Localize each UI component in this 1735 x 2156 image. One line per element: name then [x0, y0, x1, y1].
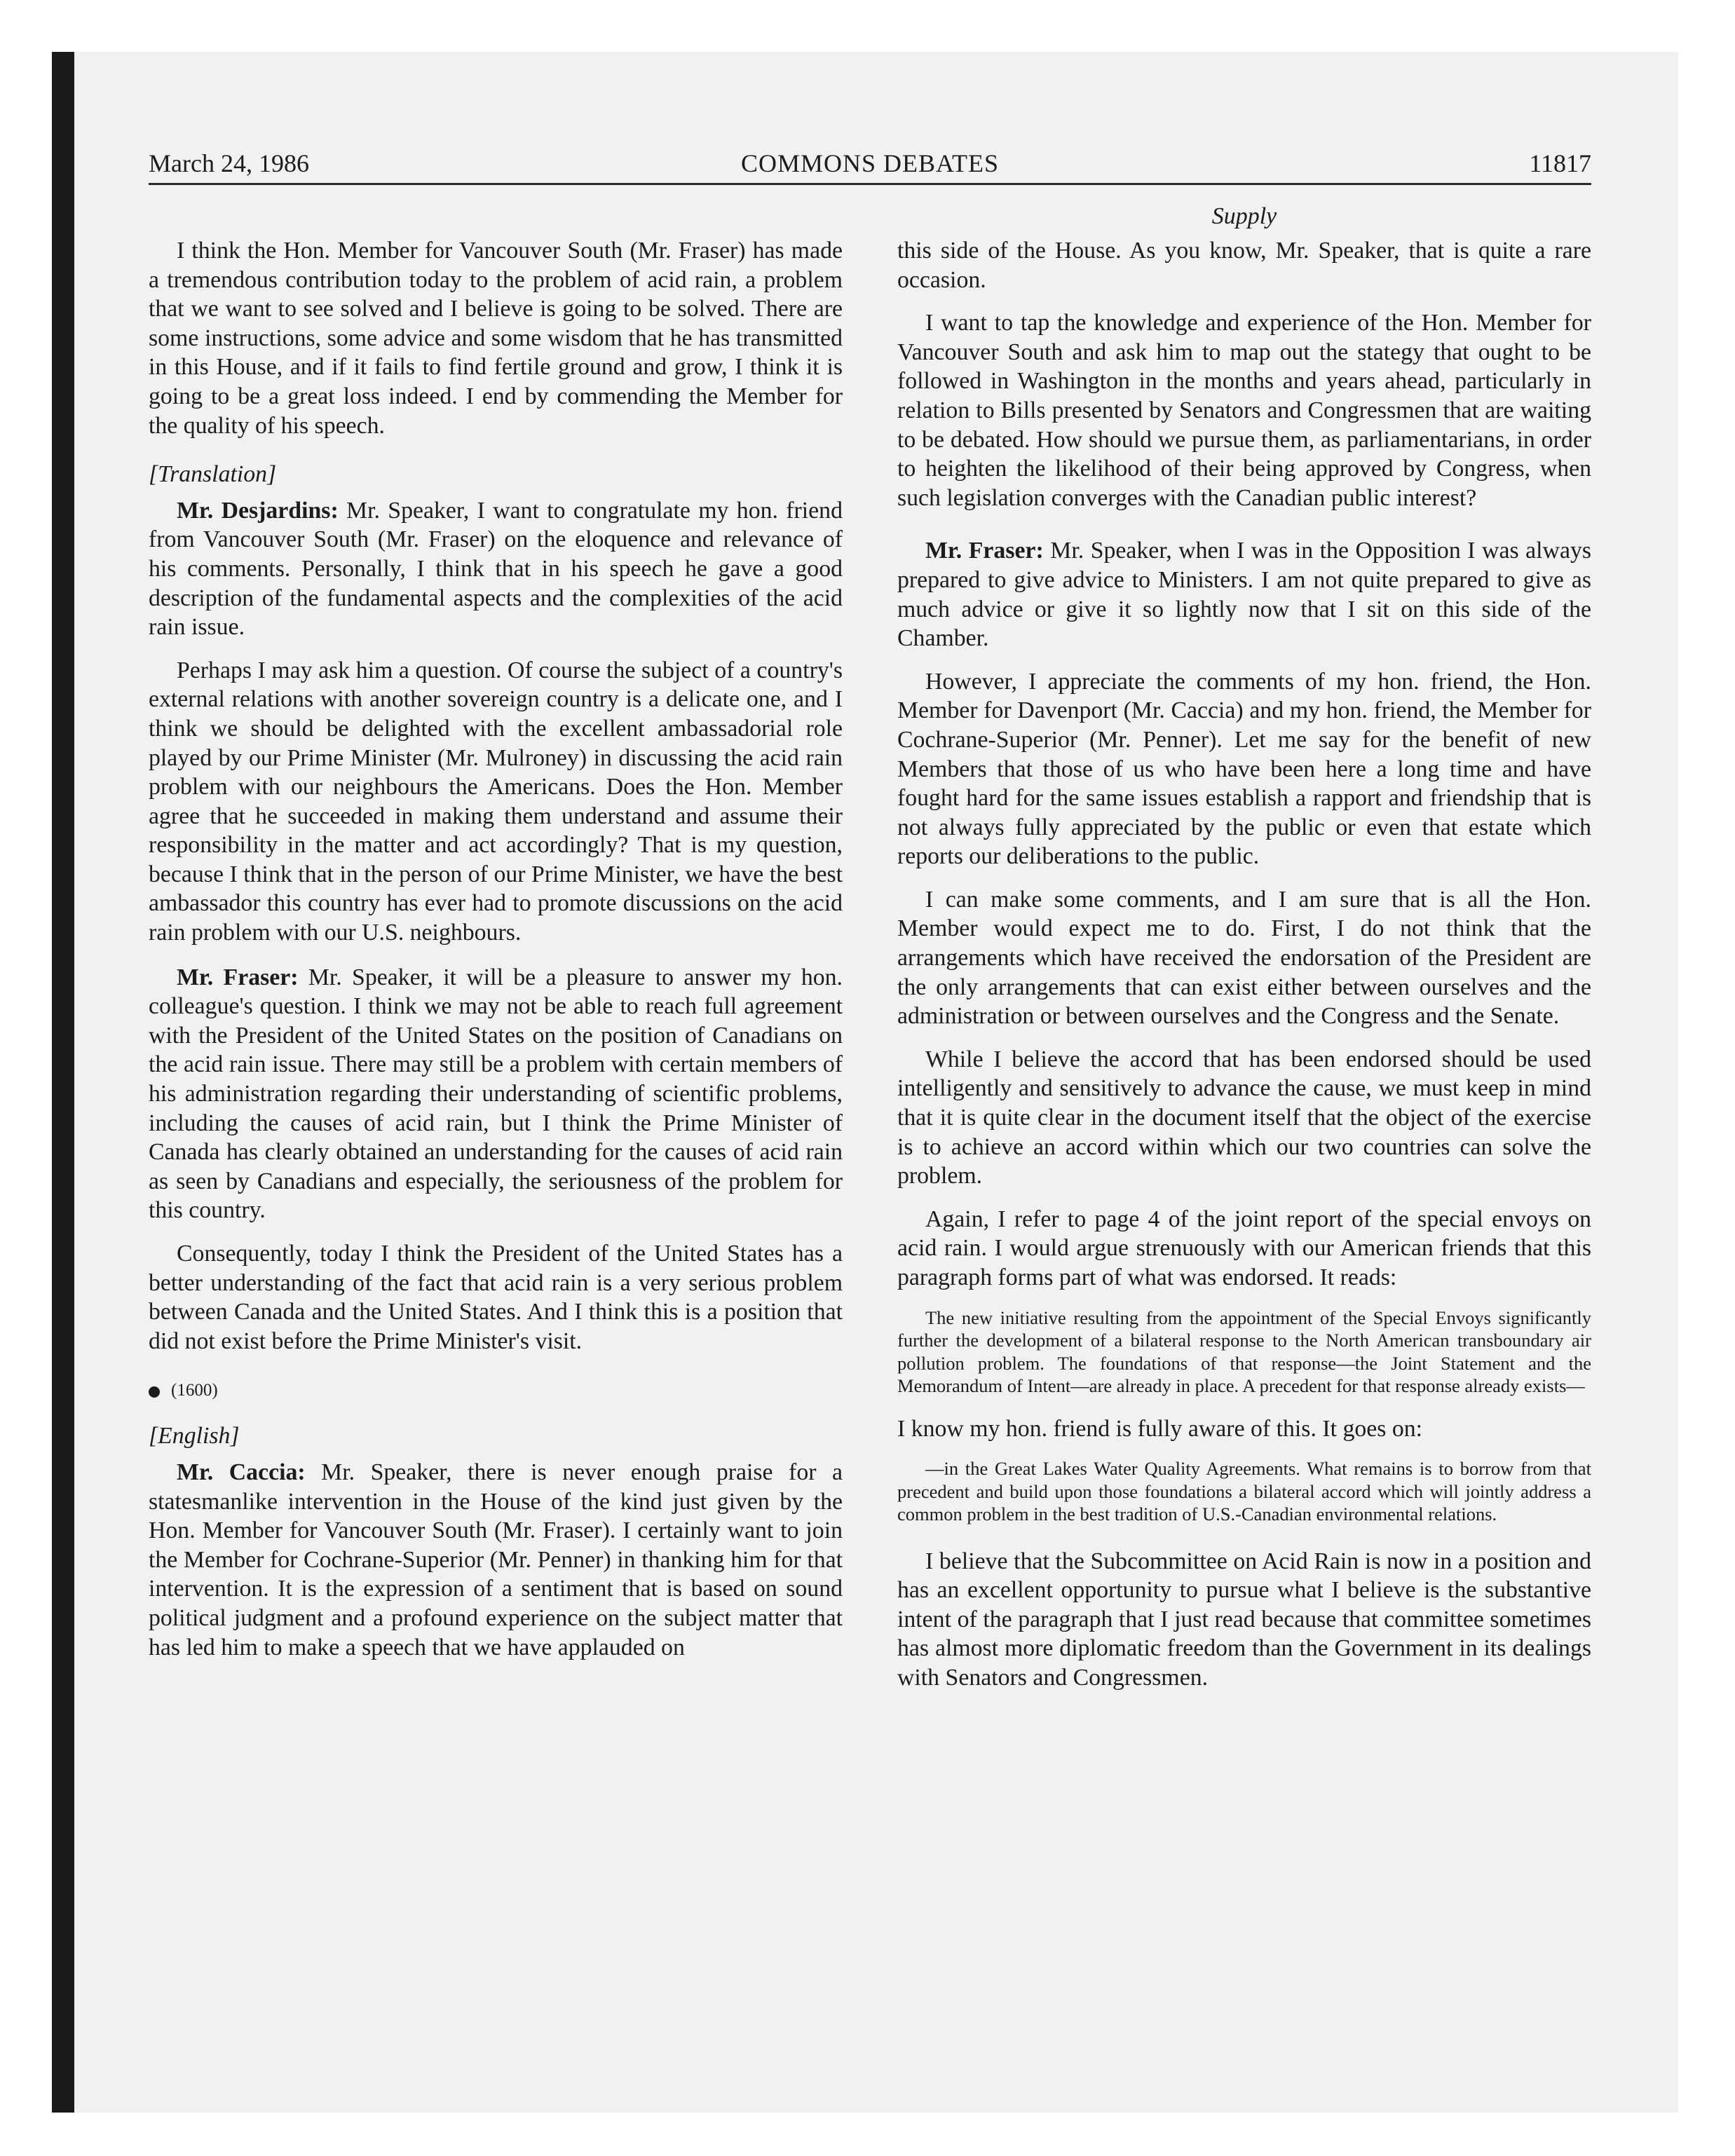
- speech-paragraph: [149, 1458, 843, 1662]
- time-marker-text: (1600): [171, 1381, 218, 1400]
- block-quote: The new initiative resulting from the appointment of the Special Envoys significantly further the development of a bilateral response to the North American transboundary air pollution problem. The foundations of that response—the Joint Statement and the Memorandum of Intent—are already in place. A precedent for that response already exists—: [897, 1306, 1591, 1397]
- paragraph: I believe that the Subcommittee on Acid Rain is now in a position and has an excellent opportunity to pursue what I believe is the substantive intent of the paragraph that I just read because that committee sometimes has almost more diplomatic freedom than the Government in its dealings with Senators and Congressmen.: [897, 1548, 1591, 1691]
- block-quote: —in the Great Lakes Water Quality Agreements. What remains is to borrow from that precedent and build upon those foundations a bilateral accord which will jointly address a common problem in the best tradition of U.S.-Canadian environmental relations.: [897, 1458, 1591, 1525]
- paragraph: I can make some comments, and I am sure that is all the Hon. Member would expect me to do. First, I do not think that the arrangements which have received the endorsation of the President are the only arrangements that can exist either between ourselves and the administration or between ourselves and the Congress and the Senate.: [897, 886, 1591, 1030]
- time-marker: [149, 1379, 843, 1402]
- hansard-page: [149, 144, 1591, 1691]
- header-page-number: 11817: [1529, 149, 1591, 177]
- paragraph: However, I appreciate the comments of my hon. friend, the Hon. Member for Davenport (Mr. Caccia) and my hon. friend, the Member for Cochrane-Superior (Mr. Penner). Let me say for the benefit of new Members that those of us who have been here a long time and have fought hard for the same issues establish a rapport and friendship that is not always fully appreciated by the public or even that estate which reports our deliberations to the public.: [897, 668, 1591, 870]
- speaker-name: Mr. Caccia:: [177, 1459, 306, 1485]
- running-head: Supply: [1211, 203, 1277, 229]
- paragraph: this side of the House. As you know, Mr. Speaker, that is quite a rare occasion.: [897, 238, 1591, 293]
- page-header: [149, 144, 1591, 183]
- paragraph: While I believe the accord that has been endorsed should be used intelligently and sensitively to advance the cause, we must keep in mind that it is quite clear in the document itself that the object of the exercise is to achieve an accord within which our two countries can solve the problem.: [897, 1046, 1591, 1189]
- paragraph: I want to tap the knowledge and experience of the Hon. Member for Vancouver South and ask him to map out the stategy that ought to be followed in Washington in the months and years ahead, particularly in relation to Bills presented by Senators and Congressmen that are waiting to be debated. How should we pursue them, as parliamentarians, in order to heighten the likelihood of their being approved by Congress, when such legislation converges with the Canadian public interest?: [897, 310, 1591, 511]
- paragraph: Again, I refer to page 4 of the joint report of the special envoys on acid rain. I would argue strenuously with our American friends that this paragraph forms part of what was endorsed. It reads:: [897, 1206, 1591, 1290]
- paragraph: Perhaps I may ask him a question. Of course the subject of a country's external relations with another sovereign country is a delicate one, and I think we should be delighted with the excellent ambassadorial role played by our Prime Minister (Mr. Mulroney) in discussing the acid rain problem with our neighbours the Americans. Does the Hon. Member agree that he succeeded in making them understand and assume their responsibility in the matter and act accordingly? That is my question, because I think that in the person of our Prime Minister, we have the best ambassador this country has ever had to promote discussions on the acid rain problem with our U.S. neighbours.: [149, 657, 843, 946]
- speech-paragraph: [149, 963, 843, 1225]
- speech-text: Mr. Speaker, when I was in the Opposition I was always prepared to give advice to Ministers. I am not quite prepared to give as much advice or give it so lightly now that I sit on this side of the Chamber.: [897, 538, 1591, 652]
- paragraph: I know my hon. friend is fully aware of this. It goes on:: [897, 1415, 1423, 1442]
- scan-binding-edge: [52, 52, 74, 2113]
- speaker-name: Mr. Desjardins:: [177, 497, 339, 524]
- speech-paragraph: [897, 536, 1591, 653]
- paragraph: Consequently, today I think the President of the United States has a better understanding of the fact that acid rain is a very serious problem between Canada and the United States. And I think this is a position that did not exist before the Prime Minister's visit.: [149, 1241, 843, 1354]
- speech-text: Mr. Speaker, I want to congratulate my hon. friend from Vancouver South (Mr. Fraser) on the eloquence and relevance of his comments. Personally, I think that in his speech he gave a good description of the fundamental aspects and the complexities of the acid rain issue.: [149, 497, 843, 641]
- speech-text: Mr. Speaker, there is never enough praise for a statesmanlike intervention in the House of the kind just given by the Hon. Member for Vancouver South (Mr. Fraser). I certainly want to join the Member for Cochrane-Superior (Mr. Penner) in thanking him for that intervention. It is the expression of a sentiment that is based on sound political judgment and a profound experience on the subject matter that has led him to make a speech that we have applauded on: [149, 1459, 843, 1660]
- left-column: [149, 236, 843, 1676]
- speech-text: Mr. Speaker, it will be a pleasure to answer my hon. colleague's question. I think we may not be able to reach full agreement with the President of the United States on the position of Canadians on the acid rain issue. There may still be a problem with certain members of his administration regarding their understanding of scientific problems, including the causes of acid rain, but I think the Prime Minister of Canada has clearly obtained an understanding for the causes of acid rain as seen by Canadians and especially, the seriousness of the problem for this country.: [149, 964, 843, 1224]
- speaker-name: Mr. Fraser:: [177, 964, 299, 990]
- right-column: [897, 236, 1591, 1707]
- speaker-name: Mr. Fraser:: [925, 538, 1044, 564]
- speech-paragraph: [149, 496, 843, 642]
- header-rule: [149, 183, 1591, 185]
- header-date: March 24, 1986: [149, 149, 309, 177]
- bullet-icon: [149, 1386, 160, 1398]
- language-marker: [English]: [149, 1423, 240, 1449]
- paragraph: I think the Hon. Member for Vancouver South (Mr. Fraser) has made a tremendous contribution today to the problem of acid rain, a problem that we want to see solved and I believe is going to be solved. There are some instructions, some advice and some wisdom that he has transmitted in this House, and if it fails to find fertile ground and grow, I think it is going to be a great loss indeed. I end by commending the Member for the quality of his speech.: [149, 238, 843, 439]
- language-marker: [Translation]: [149, 461, 277, 488]
- header-journal-title: COMMONS DEBATES: [740, 149, 1000, 177]
